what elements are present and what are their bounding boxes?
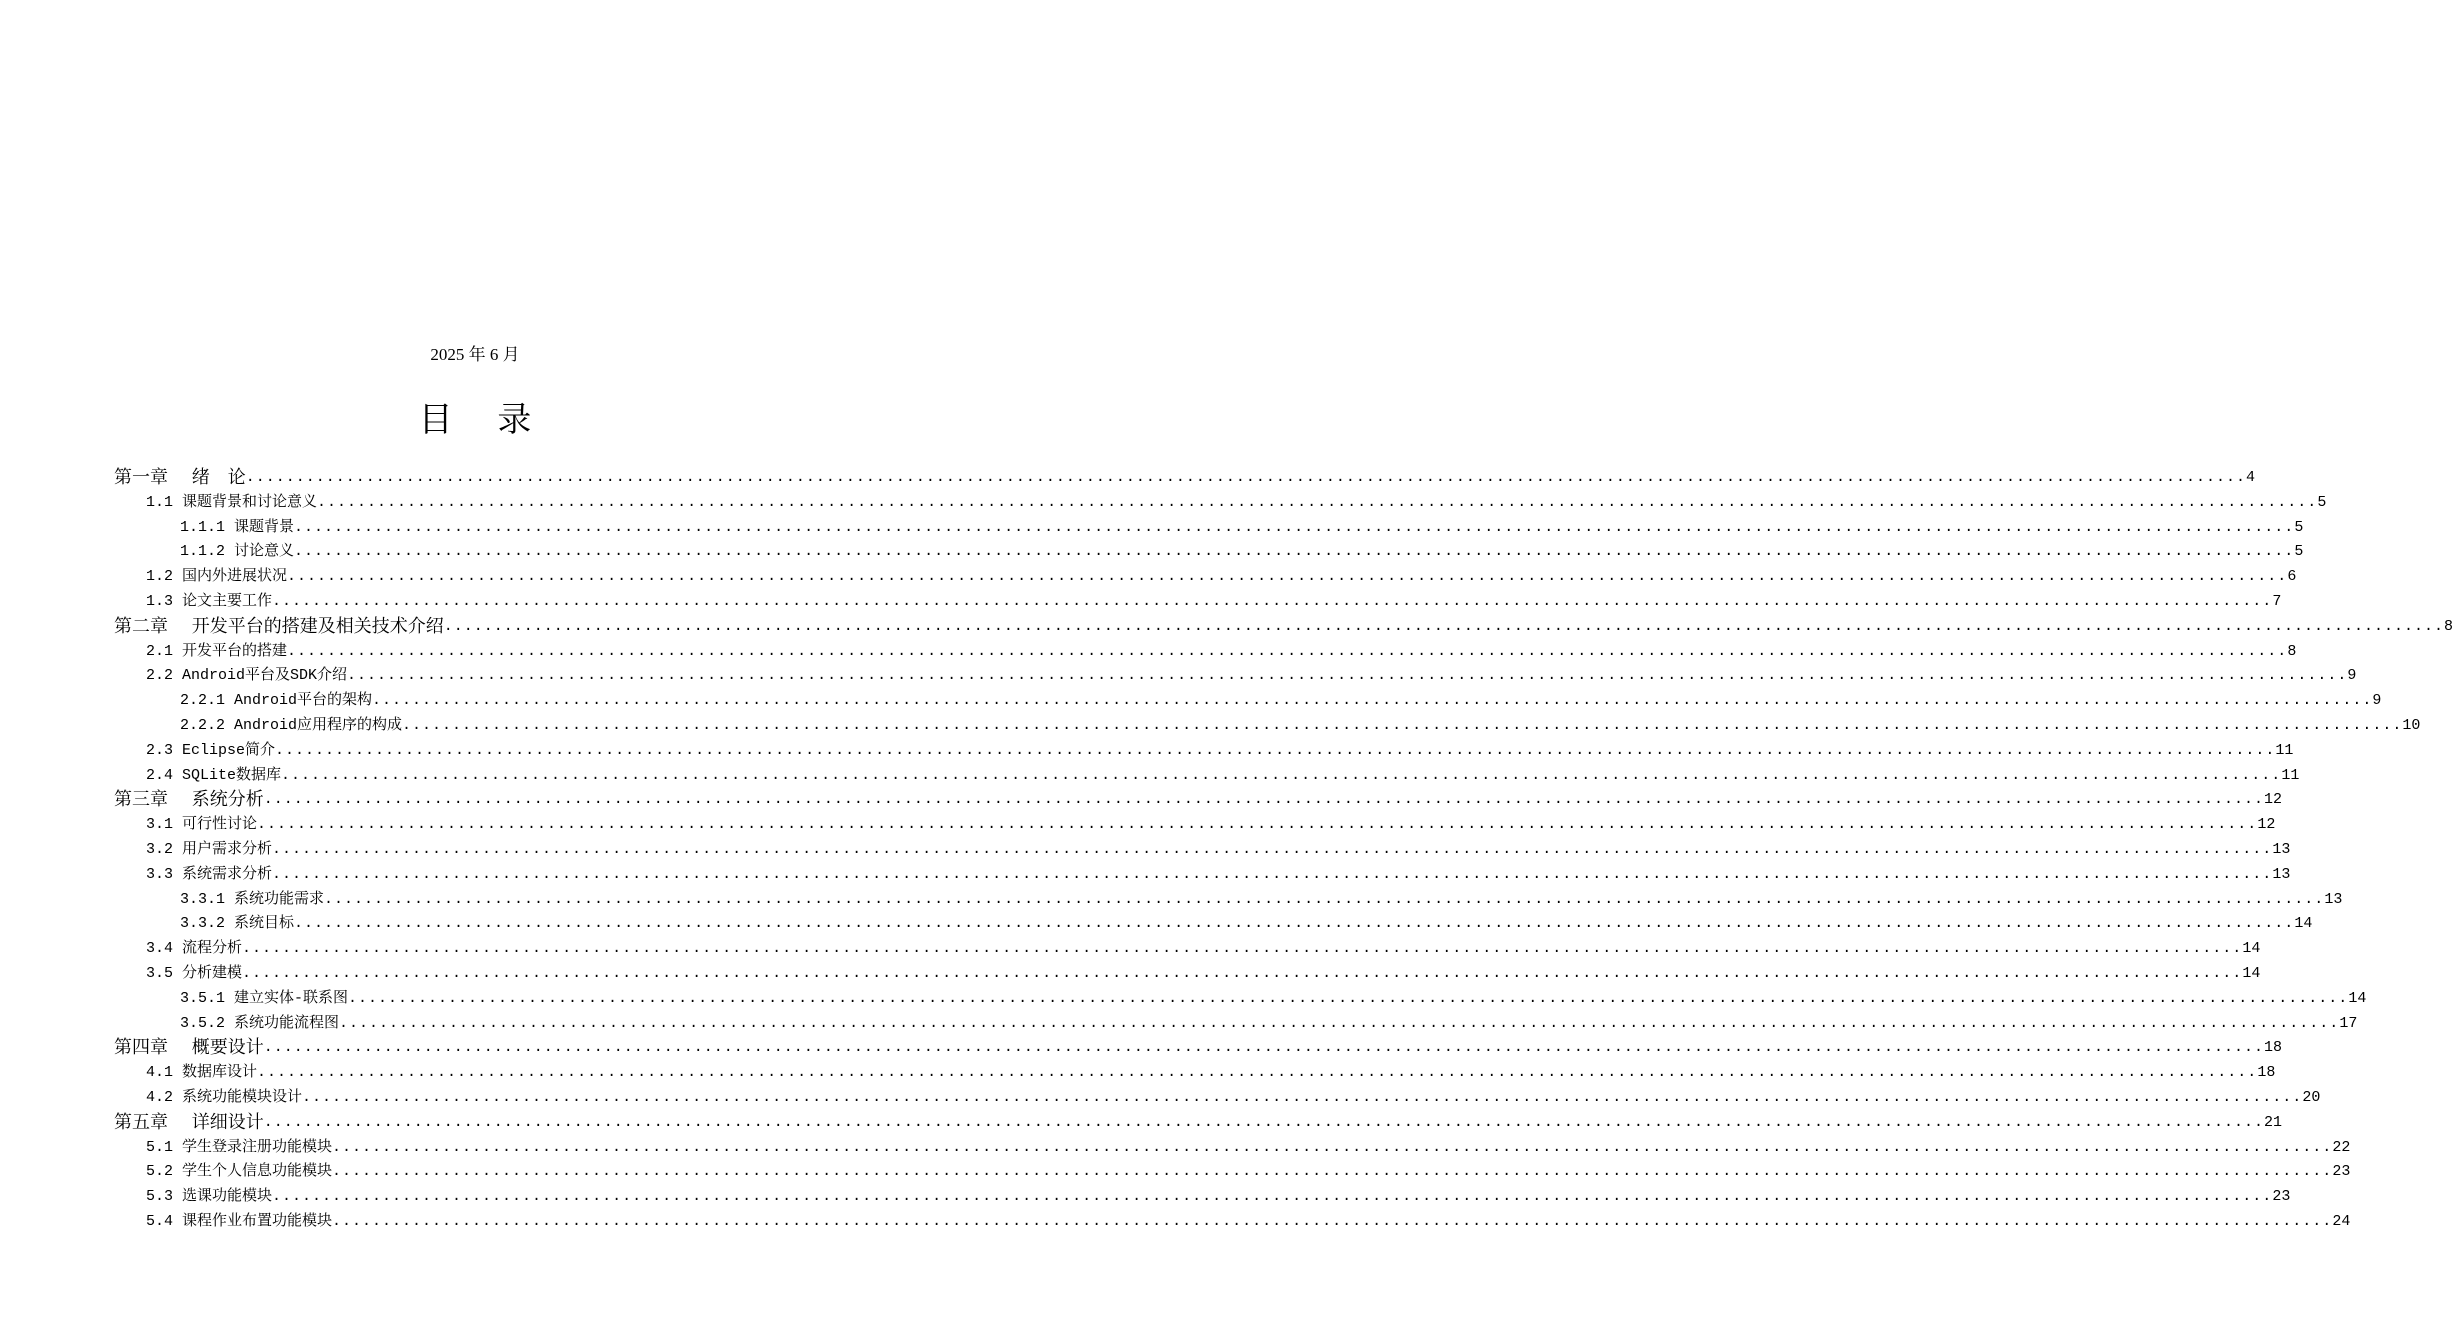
toc-entry[interactable]	[114, 640, 2297, 665]
toc-page-number: 9	[2372, 692, 2382, 710]
toc-entry[interactable]	[114, 1160, 2351, 1185]
toc-entry[interactable]	[114, 764, 2300, 789]
toc-entry-title: 2.4 SQLite数据库	[146, 766, 282, 784]
toc-leader-dots: ........................................................................................................................................................................................................	[257, 1064, 2258, 1082]
toc-entry-title: 5.3 选课功能模块	[146, 1188, 273, 1206]
toc-entry-title: 1.1 课题背景和讨论意义	[146, 493, 318, 511]
toc-leader-dots: ........................................................................................................................................................................................................	[263, 791, 2265, 809]
toc-leader-dots: ........................................................................................................................................................................................................	[272, 865, 2273, 883]
toc-leader-dots: ........................................................................................................................................................................................................	[302, 1088, 2303, 1106]
toc-leader-dots: ........................................................................................................................................................................................................	[257, 816, 2258, 834]
toc-page-number: 14	[2242, 964, 2261, 982]
toc-page-number: 14	[2348, 989, 2367, 1007]
toc-entry[interactable]	[114, 739, 2294, 764]
toc-leader-dots: ........................................................................................................................................................................................................	[294, 915, 2295, 933]
toc-page-number: 12	[2264, 791, 2283, 809]
toc-leader-dots: ........................................................................................................................................................................................................	[317, 493, 2318, 511]
toc-page-number: 13	[2272, 840, 2291, 858]
toc-entry-title: 1.1.1 课题背景	[180, 518, 295, 536]
toc-page-number: 17	[2339, 1014, 2358, 1032]
toc-leader-dots: ........................................................................................................................................................................................................	[332, 1212, 2333, 1230]
toc-entry-title: 3.1 可行性讨论	[146, 816, 258, 834]
toc-entry[interactable]	[114, 689, 2382, 714]
toc-leader-dots: ........................................................................................................................................................................................................	[402, 716, 2403, 734]
toc-page-number: 23	[2332, 1163, 2351, 1181]
toc-page-number: 10	[2402, 716, 2421, 734]
toc-entry-title: 3.3 系统需求分析	[146, 865, 273, 883]
toc-leader-dots: ........................................................................................................................................................................................................	[272, 592, 2273, 610]
toc-entry[interactable]	[114, 1036, 2283, 1061]
toc-title: 目 录	[418, 400, 549, 440]
toc-page-number: 23	[2272, 1188, 2291, 1206]
toc-leader-dots: ........................................................................................................................................................................................................	[332, 1163, 2333, 1181]
toc-entry-title: 第二章 开发平台的搭建及相关技术介绍	[114, 615, 444, 637]
toc-entry-title: 5.1 学生登录注册功能模块	[146, 1138, 333, 1156]
toc-entry[interactable]	[114, 912, 2313, 937]
toc-entry[interactable]	[114, 1185, 2291, 1210]
toc-leader-dots: ........................................................................................................................................................................................................	[275, 741, 2276, 759]
toc-entry-title: 3.3.2 系统目标	[180, 915, 295, 933]
toc-entry-title: 2.2.1 Android平台的架构	[180, 692, 373, 710]
toc-entry-title: 2.3 Eclipse简介	[146, 741, 276, 759]
toc-entry[interactable]	[114, 540, 2304, 565]
toc-entry[interactable]	[114, 888, 2343, 913]
toc-entry[interactable]	[114, 714, 2421, 739]
toc-leader-dots: ........................................................................................................................................................................................................	[245, 469, 2247, 486]
toc-entry-title: 3.5.1 建立实体-联系图	[180, 989, 349, 1007]
toc-entry-title: 3.5.2 系统功能流程图	[180, 1014, 340, 1032]
toc-entry[interactable]	[114, 813, 2276, 838]
toc-entry-title: 3.3.1 系统功能需求	[180, 890, 325, 908]
toc-entry-title: 5.2 学生个人信息功能模块	[146, 1163, 333, 1181]
toc-entry[interactable]	[114, 466, 2256, 491]
toc-entry-title: 1.2 国内外进展状况	[146, 568, 288, 586]
toc-page-number: 5	[2294, 543, 2304, 561]
toc-page-number: 11	[2275, 741, 2294, 759]
toc-entry[interactable]	[114, 516, 2304, 541]
toc-entry-title: 2.1 开发平台的搭建	[146, 642, 288, 660]
toc-entry[interactable]	[114, 987, 2367, 1012]
table-of-contents	[114, 466, 2453, 1235]
toc-leader-dots: ........................................................................................................................................................................................................	[372, 692, 2373, 710]
toc-page-number: 6	[2287, 568, 2297, 586]
toc-page-number: 4	[2246, 469, 2256, 486]
toc-page-number: 13	[2324, 890, 2343, 908]
toc-leader-dots: ........................................................................................................................................................................................................	[324, 890, 2325, 908]
toc-leader-dots: ........................................................................................................................................................................................................	[347, 667, 2348, 685]
toc-leader-dots: ........................................................................................................................................................................................................	[287, 642, 2288, 660]
toc-entry-title: 4.1 数据库设计	[146, 1064, 258, 1082]
toc-entry[interactable]	[114, 863, 2291, 888]
toc-leader-dots: ........................................................................................................................................................................................................	[287, 568, 2288, 586]
toc-entry[interactable]	[114, 615, 2453, 640]
toc-page-number: 11	[2281, 766, 2300, 784]
toc-entry-title: 2.2.2 Android应用程序的构成	[180, 716, 403, 734]
toc-entry-title: 1.3 论文主要工作	[146, 592, 273, 610]
toc-page-number: 14	[2242, 940, 2261, 958]
toc-leader-dots: ........................................................................................................................................................................................................	[443, 617, 2445, 635]
toc-entry-title: 3.5 分析建模	[146, 964, 243, 982]
toc-leader-dots: ........................................................................................................................................................................................................	[294, 518, 2295, 536]
toc-entry[interactable]	[114, 788, 2283, 813]
toc-page-number: 7	[2272, 592, 2282, 610]
toc-entry-title: 3.4 流程分析	[146, 940, 243, 958]
toc-page-number: 8	[2444, 617, 2453, 635]
toc-page-number: 13	[2272, 865, 2291, 883]
toc-page-number: 9	[2347, 667, 2357, 685]
toc-entry-title: 第四章 概要设计	[114, 1037, 264, 1059]
toc-page-number: 24	[2332, 1212, 2351, 1230]
toc-page-number: 21	[2264, 1113, 2283, 1131]
toc-entry-title: 第五章 详细设计	[114, 1111, 264, 1133]
toc-entry[interactable]	[114, 565, 2297, 590]
toc-entry[interactable]	[114, 590, 2282, 615]
toc-entry-title: 3.2 用户需求分析	[146, 840, 273, 858]
toc-entry[interactable]	[114, 491, 2327, 516]
toc-entry[interactable]	[114, 838, 2291, 863]
toc-entry[interactable]	[114, 1012, 2358, 1037]
toc-leader-dots: ........................................................................................................................................................................................................	[242, 964, 2243, 982]
toc-leader-dots: ........................................................................................................................................................................................................	[272, 840, 2273, 858]
toc-page-number: 18	[2264, 1039, 2283, 1057]
toc-entry-title: 2.2 Android平台及SDK介绍	[146, 667, 348, 685]
toc-leader-dots: ........................................................................................................................................................................................................	[272, 1188, 2273, 1206]
toc-leader-dots: ........................................................................................................................................................................................................	[242, 940, 2243, 958]
toc-page-number: 12	[2257, 816, 2276, 834]
toc-entry-title: 1.1.2 讨论意义	[180, 543, 295, 561]
toc-page-number: 5	[2317, 493, 2327, 511]
toc-page-number: 22	[2332, 1138, 2351, 1156]
toc-entry-title: 第一章 绪 论	[114, 467, 246, 488]
toc-leader-dots: ........................................................................................................................................................................................................	[332, 1138, 2333, 1156]
toc-entry[interactable]	[114, 664, 2357, 689]
toc-leader-dots: ........................................................................................................................................................................................................	[281, 766, 2282, 784]
toc-entry-title: 第三章 系统分析	[114, 789, 264, 811]
document-date: 2025 年 6 月	[430, 345, 520, 364]
toc-page-number: 20	[2302, 1088, 2321, 1106]
toc-entry[interactable]	[114, 1136, 2351, 1161]
toc-page-number: 5	[2294, 518, 2304, 536]
toc-entry[interactable]	[114, 937, 2261, 962]
toc-entry[interactable]	[114, 1111, 2283, 1136]
toc-leader-dots: ........................................................................................................................................................................................................	[339, 1014, 2340, 1032]
toc-entry[interactable]	[114, 962, 2261, 987]
toc-page-number: 18	[2257, 1064, 2276, 1082]
toc-entry[interactable]	[114, 1086, 2321, 1111]
toc-entry-title: 4.2 系统功能模块设计	[146, 1088, 303, 1106]
toc-leader-dots: ........................................................................................................................................................................................................	[263, 1113, 2265, 1131]
toc-leader-dots: ........................................................................................................................................................................................................	[348, 989, 2349, 1007]
toc-entry-title: 5.4 课程作业布置功能模块	[146, 1212, 333, 1230]
toc-entry[interactable]	[114, 1210, 2351, 1235]
toc-leader-dots: ........................................................................................................................................................................................................	[263, 1039, 2265, 1057]
toc-leader-dots: ........................................................................................................................................................................................................	[294, 543, 2295, 561]
toc-entry[interactable]	[114, 1061, 2276, 1086]
toc-page-number: 8	[2287, 642, 2297, 660]
toc-page-number: 14	[2294, 915, 2313, 933]
